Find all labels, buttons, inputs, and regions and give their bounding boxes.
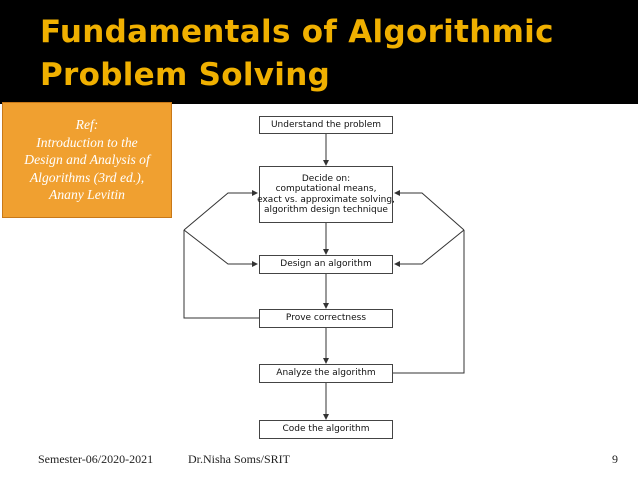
reference-line: Introduction to the [36,134,138,150]
slide-title-line-1: Fundamentals of Algorithmic [40,14,554,50]
decide-line: computational means, [275,184,377,194]
node-prove-correctness: Prove correctness [259,309,393,328]
node-design-algorithm: Design an algorithm [259,255,393,274]
reference-line: Ref: [75,117,99,132]
reference-line: Anany Levitin [49,187,125,202]
feedback-arrow-to-design-left [184,230,257,264]
decide-line: Decide on: [301,173,351,184]
feedback-arrow-to-design-right [395,230,464,264]
footer-semester: Semester-06/2020-2021 [38,452,154,466]
reference-line: Algorithms (3rd ed.), [29,169,145,185]
decide-line: exact vs. approximate solving, [257,194,395,205]
footer-author: Dr.Nisha Soms/SRIT [188,452,291,466]
feedback-arrow-to-decide-left [184,193,257,230]
node-understand-problem: Understand the problem [259,116,393,134]
slide-number: 9 [612,452,618,466]
feedback-loop-prove-left [184,230,259,318]
node-code-algorithm: Code the algorithm [259,420,393,439]
decide-line: algorithm design technique [264,205,388,215]
reference-line: Design and Analysis of [24,152,150,167]
node-analyze-algorithm: Analyze the algorithm [259,364,393,383]
feedback-loop-analyze-right [393,230,464,373]
slide-title-line-2: Problem Solving [40,57,331,93]
feedback-arrow-to-decide-right [395,193,464,230]
node-decide-on [259,166,393,223]
